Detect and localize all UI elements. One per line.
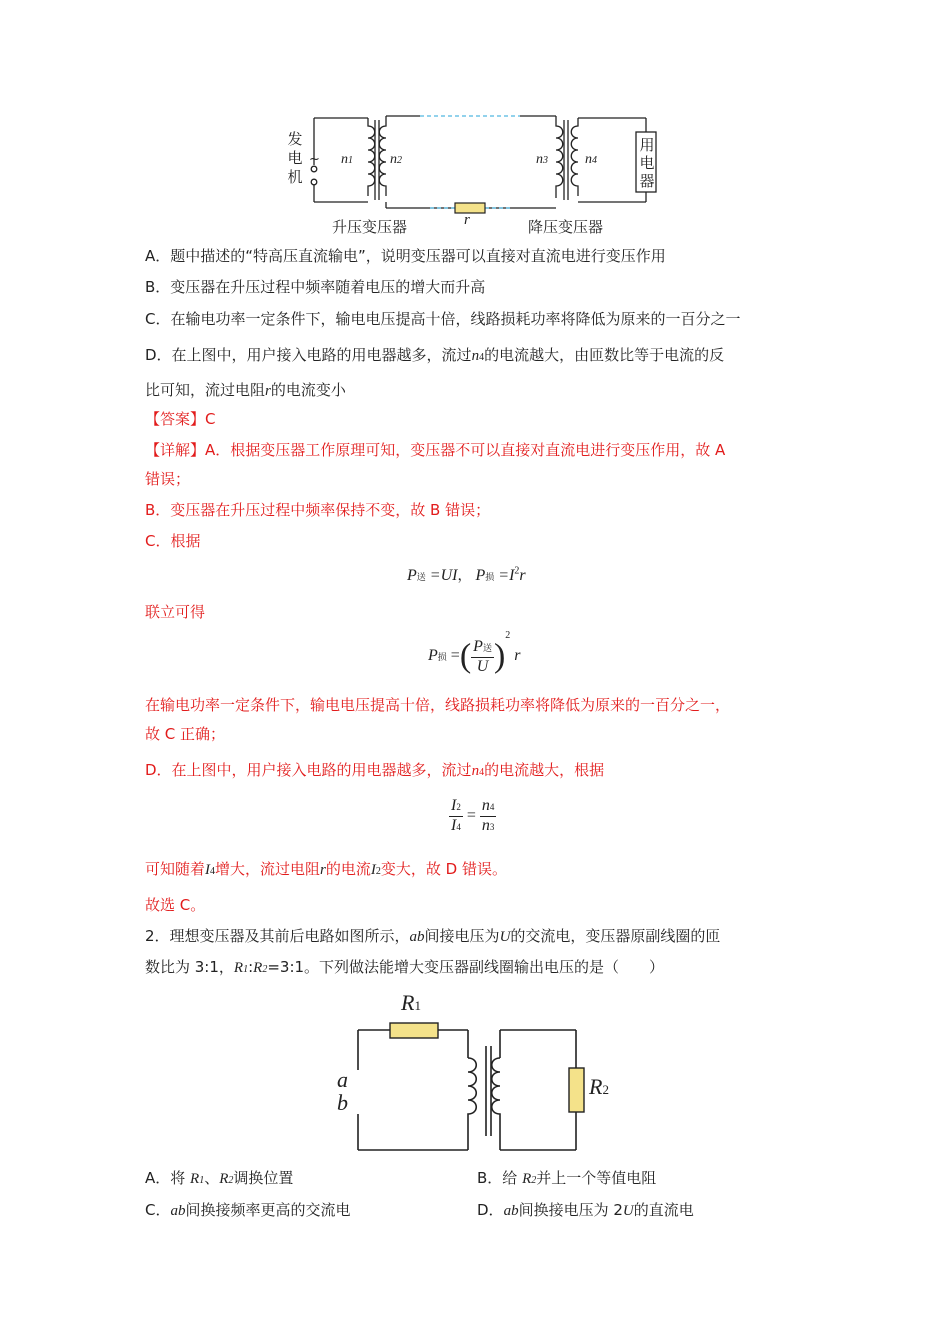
q1-detail-b: B．变压器在升压过程中频率保持不变，故 B 错误；: [145, 501, 491, 519]
q1-joint: 联立可得: [145, 603, 206, 621]
step-down-label: 降压变压器: [528, 218, 604, 236]
q2-option-a: A．将 R1、R2调换位置: [145, 1169, 294, 1187]
q1-detail-c-intro: C．根据: [145, 532, 201, 550]
q1-option-a: A．题中描述的“特高压直流输电”，说明变压器可以直接对直流电进行变压作用: [145, 247, 666, 265]
q1-option-d-line1: D．在上图中，用户接入电路的用电器越多，流过n4的电流越大，由匝数比等于电流的反: [145, 346, 725, 364]
equation-power-send-loss: P送 =UI， P损 $=I^2r$: [407, 565, 526, 584]
q1-option-c: C．在输电功率一定条件下，输电电压提高十倍，线路损耗功率将降低为原来的一百分之一: [145, 310, 741, 328]
equation-current-turns-ratio: $\frac{I2}{I4}$ = $\frac{n4}{n3}$: [451, 797, 495, 834]
q2-stem-line2: 数比为 3:1，R1:R2=3:1。下列做法能增大变压器副线圈输出电压的是（ ）: [145, 958, 665, 976]
q1-option-b: B．变压器在升压过程中频率随着电压的增大而升高: [145, 278, 486, 296]
q1-detail-d2: 可知随着I4增大，流过电阻r的电流I2变大，故 D 错误。: [145, 860, 507, 878]
n1-label: n1: [341, 152, 353, 167]
q2-option-c: C．ab间换接频率更高的交流电: [145, 1201, 351, 1219]
q1-detail-c2: 故 C 正确；: [145, 725, 226, 743]
terminal-a-label: a: [337, 1067, 348, 1092]
terminal-b-label: b: [337, 1090, 348, 1115]
tilde-symbol: ~: [309, 152, 320, 167]
load-label: 用 电 器: [639, 136, 655, 190]
q2-option-b: B．给 R2并上一个等值电阻: [477, 1169, 657, 1187]
q1-detail-d1: D．在上图中，用户接入电路的用电器越多，流过n4的电流越大，根据: [145, 761, 605, 779]
q1-detail-a2: 错误；: [145, 470, 191, 488]
q1-final: 故选 C。: [145, 896, 206, 914]
q2-stem-line1: 2．理想变压器及其前后电路如图所示，ab间接电压为U的交流电，变压器原副线圈的匝: [145, 927, 721, 945]
q1-detail-c1: 在输电功率一定条件下，输电电压提高十倍，线路损耗功率将降低为原来的一百分之一，: [145, 696, 731, 714]
n2-label: n2: [390, 152, 402, 167]
q1-detail-a1: 【详解】A．根据变压器工作原理可知，变压器不可以直接对直流电进行变压作用，故 A: [145, 441, 726, 459]
equation-power-loss: P损 =( $\frac{\text{P送}}{U}$ )$^2$ r: [428, 630, 521, 675]
n3-label: n3: [536, 152, 548, 167]
r2-label: R2: [589, 1074, 609, 1099]
step-up-label: 升压变压器: [332, 218, 408, 236]
q2-option-d: D．ab间换接电压为 2U的直流电: [477, 1201, 694, 1219]
transformer-circuit-diagram: [350, 1020, 590, 1160]
q1-option-d-line2: 比可知，流过电阻r的电流变小: [145, 381, 346, 399]
r1-label: R1: [401, 990, 421, 1015]
generator-label: 发 电 机: [287, 130, 303, 186]
r-label: r: [464, 212, 470, 228]
q1-answer: 【答案】C: [145, 410, 216, 428]
n4-label: n4: [585, 152, 597, 167]
